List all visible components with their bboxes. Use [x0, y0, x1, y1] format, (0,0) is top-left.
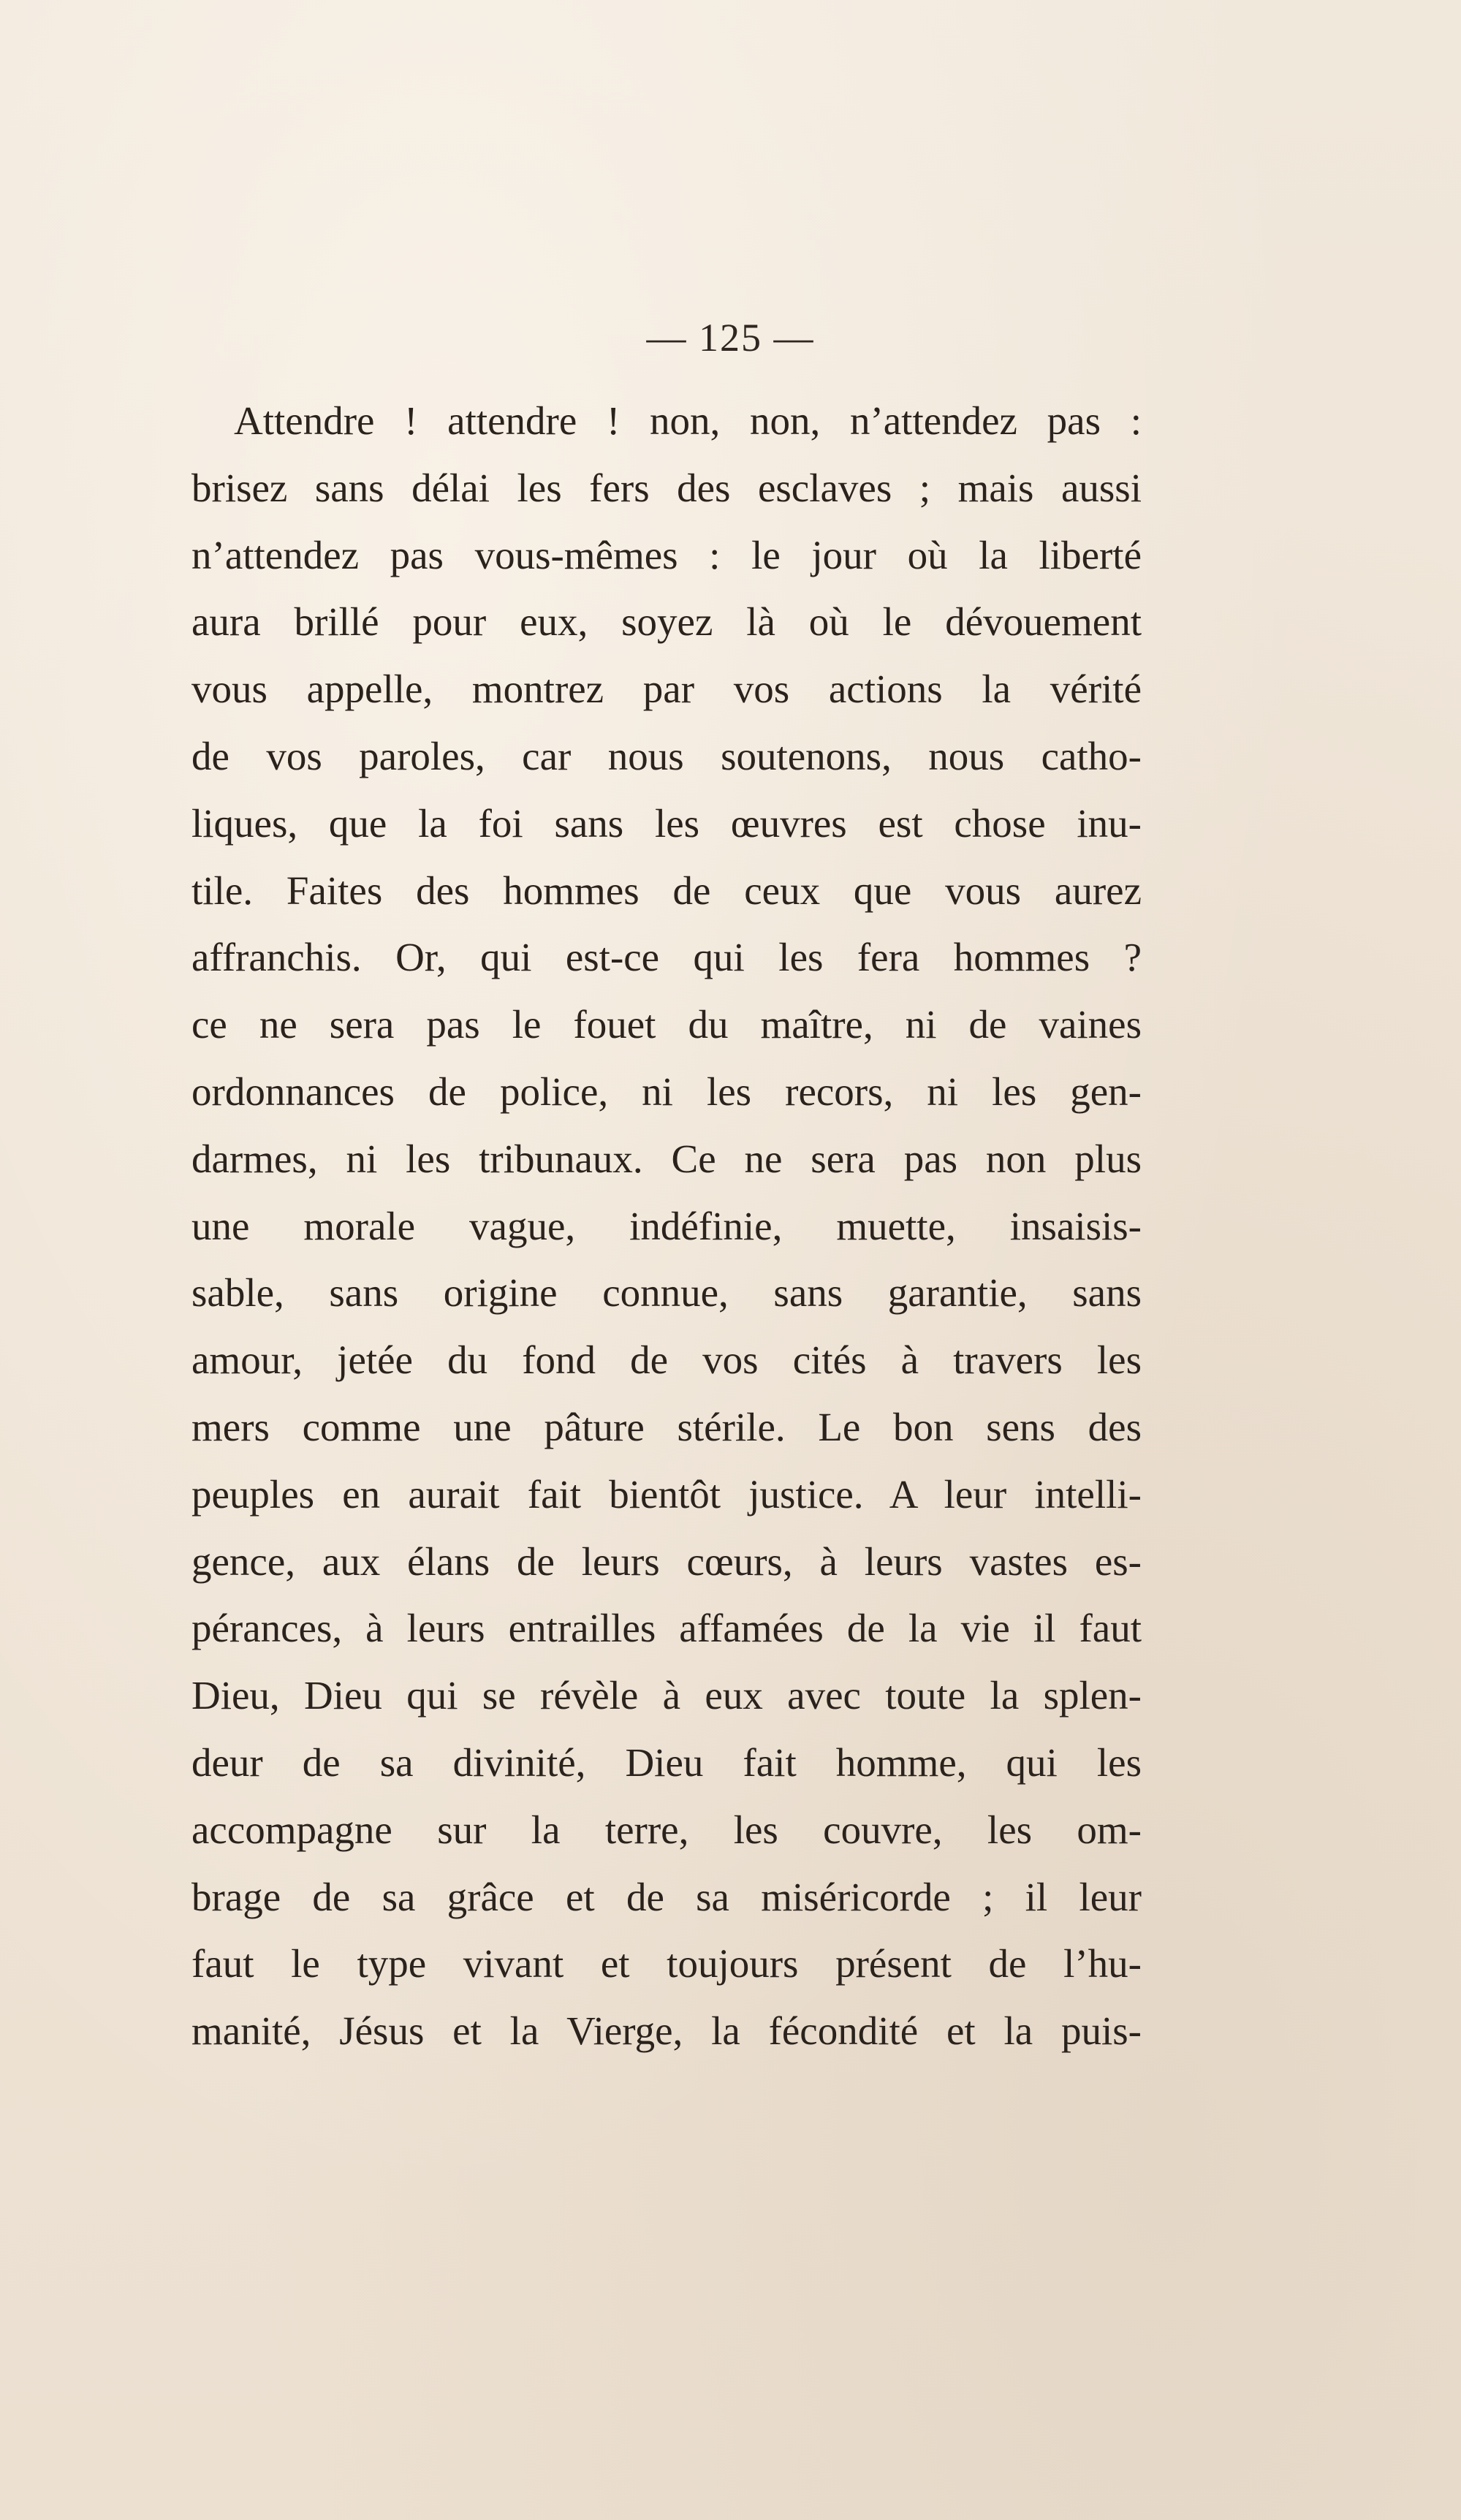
text-line: ordonnances de police, ni les recors, ni les gen-	[191, 1069, 1142, 1114]
page-number: — 125 —	[646, 316, 815, 360]
text-line: deur de sa divinité, Dieu fait homme, qui les	[191, 1739, 1142, 1785]
text-line: peuples en aurait fait bientôt justice. A leur intelli-	[191, 1471, 1142, 1517]
text-line: Attendre ! attendre ! non, non, n’attendez pas :	[234, 398, 1142, 443]
text-line: mers comme une pâture stérile. Le bon sens des	[191, 1404, 1142, 1449]
text-line: tile. Faites des hommes de ceux que vous aurez	[191, 868, 1142, 913]
text-line: amour, jetée du fond de vos cités à travers les	[191, 1337, 1142, 1383]
text-line: ce ne sera pas le fouet du maître, ni de vaines	[191, 1002, 1142, 1047]
text-line: faut le type vivant et toujours présent de l’hu-	[191, 1941, 1142, 1986]
text-line: sable, sans origine connue, sans garantie, sans	[191, 1270, 1142, 1316]
text-line: n’attendez pas vous-mêmes : le jour où la liberté	[191, 532, 1142, 577]
text-line: de vos paroles, car nous soutenons, nous catho-	[191, 733, 1142, 778]
body-text	[191, 387, 1142, 2065]
text-line: accompagne sur la terre, les couvre, les om-	[191, 1807, 1142, 1852]
text-line: pérances, à leurs entrailles affamées de la vie il faut	[191, 1606, 1142, 1651]
text-line: une morale vague, indéfinie, muette, insaisis-	[191, 1203, 1142, 1248]
text-line: brage de sa grâce et de sa miséricorde ; il leur	[191, 1874, 1142, 1919]
text-line: manité, Jésus et la Vierge, la fécondité et la puis-	[191, 2008, 1142, 2054]
text-line: brisez sans délai les fers des esclaves ; mais aussi	[191, 465, 1142, 510]
text-line: vous appelle, montrez par vos actions la vérité	[191, 667, 1142, 712]
text-line: liques, que la foi sans les œuvres est chose inu-	[191, 800, 1142, 846]
text-line: darmes, ni les tribunaux. Ce ne sera pas non plus	[191, 1136, 1142, 1181]
text-line: Dieu, Dieu qui se révèle à eux avec toute la splen-	[191, 1673, 1142, 1718]
text-line: gence, aux élans de leurs cœurs, à leurs vastes es-	[191, 1538, 1142, 1584]
text-line: affranchis. Or, qui est-ce qui les fera hommes ?	[191, 935, 1142, 980]
text-line: aura brillé pour eux, soyez là où le dévouement	[191, 599, 1142, 645]
